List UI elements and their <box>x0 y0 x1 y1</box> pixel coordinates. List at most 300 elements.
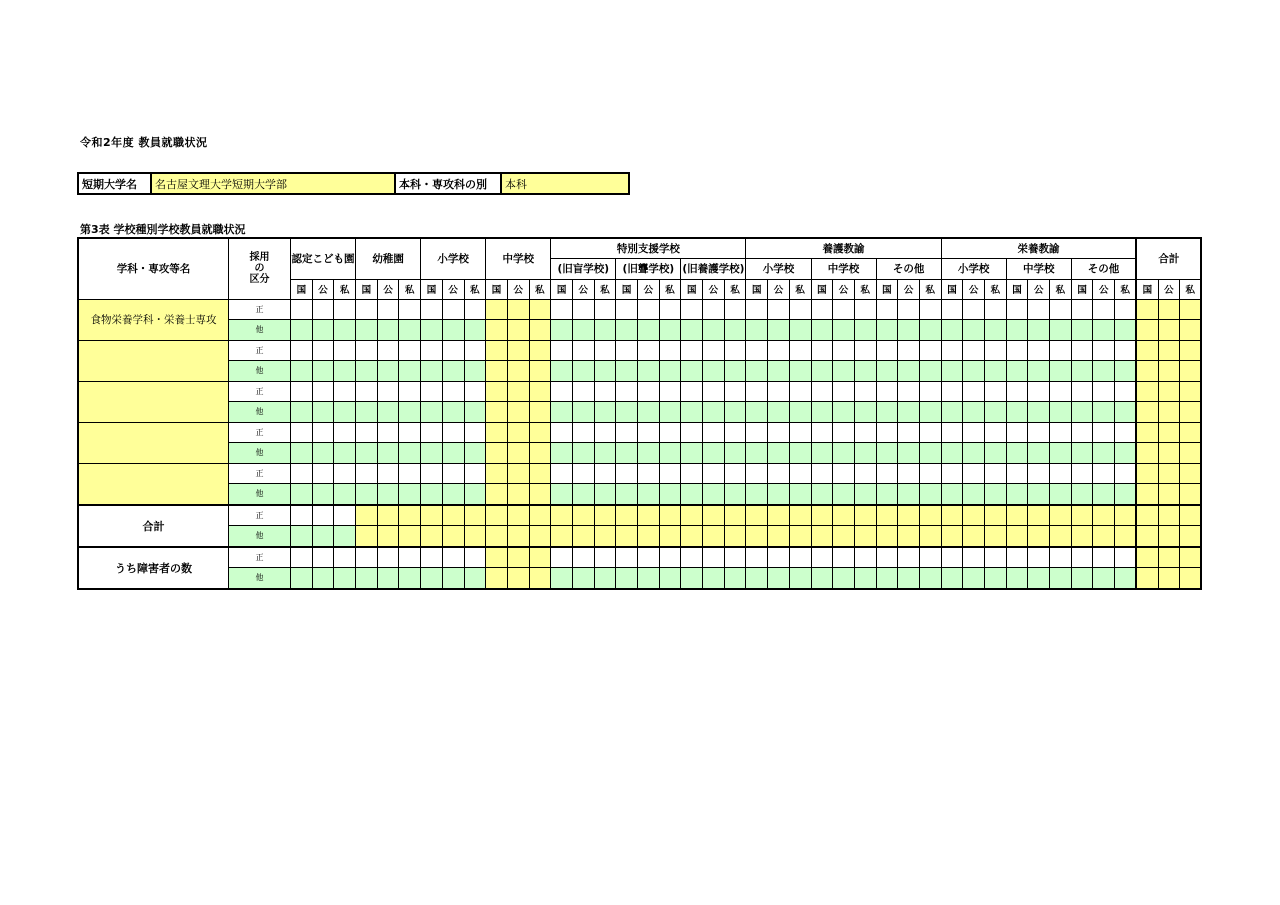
count-cell[interactable] <box>1093 340 1115 361</box>
count-cell[interactable] <box>1093 463 1115 484</box>
count-cell[interactable] <box>442 422 464 443</box>
count-cell[interactable] <box>681 484 703 505</box>
count-cell[interactable] <box>594 505 616 526</box>
count-cell[interactable] <box>638 547 660 568</box>
count-cell[interactable] <box>638 320 660 341</box>
count-cell[interactable] <box>399 547 421 568</box>
count-cell[interactable] <box>854 547 876 568</box>
dept-cell[interactable] <box>78 422 229 463</box>
count-cell[interactable] <box>681 568 703 589</box>
count-cell[interactable] <box>876 443 898 464</box>
count-cell[interactable] <box>1180 422 1202 443</box>
count-cell[interactable] <box>941 402 963 423</box>
count-cell[interactable] <box>854 422 876 443</box>
count-cell[interactable] <box>1071 526 1093 547</box>
count-cell[interactable] <box>1050 505 1072 526</box>
count-cell[interactable] <box>963 526 985 547</box>
count-cell[interactable] <box>1028 402 1050 423</box>
count-cell[interactable] <box>529 340 551 361</box>
count-cell[interactable] <box>442 526 464 547</box>
count-cell[interactable] <box>746 320 768 341</box>
count-cell[interactable] <box>876 340 898 361</box>
count-cell[interactable] <box>377 299 399 320</box>
count-cell[interactable] <box>1180 320 1202 341</box>
count-cell[interactable] <box>616 463 638 484</box>
count-cell[interactable] <box>985 422 1007 443</box>
count-cell[interactable] <box>1071 443 1093 464</box>
count-cell[interactable] <box>486 299 508 320</box>
count-cell[interactable] <box>551 526 573 547</box>
count-cell[interactable] <box>1006 402 1028 423</box>
count-cell[interactable] <box>334 422 356 443</box>
count-cell[interactable] <box>1071 320 1093 341</box>
count-cell[interactable] <box>486 361 508 382</box>
count-cell[interactable] <box>291 463 313 484</box>
count-cell[interactable] <box>876 547 898 568</box>
count-cell[interactable] <box>442 402 464 423</box>
count-cell[interactable] <box>356 526 378 547</box>
count-cell[interactable] <box>985 402 1007 423</box>
count-cell[interactable] <box>1071 547 1093 568</box>
count-cell[interactable] <box>746 526 768 547</box>
count-cell[interactable] <box>703 547 725 568</box>
count-cell[interactable] <box>291 340 313 361</box>
count-cell[interactable] <box>399 505 421 526</box>
course-value[interactable]: 本科 <box>501 173 629 194</box>
count-cell[interactable] <box>572 422 594 443</box>
count-cell[interactable] <box>854 484 876 505</box>
count-cell[interactable] <box>1006 547 1028 568</box>
count-cell[interactable] <box>399 422 421 443</box>
count-cell[interactable] <box>746 547 768 568</box>
dept-cell[interactable]: 食物栄養学科・栄養士専攻 <box>78 299 229 340</box>
count-cell[interactable] <box>377 402 399 423</box>
count-cell[interactable] <box>898 402 920 423</box>
count-cell[interactable] <box>1071 402 1093 423</box>
count-cell[interactable] <box>486 402 508 423</box>
count-cell[interactable] <box>1158 320 1180 341</box>
count-cell[interactable] <box>789 340 811 361</box>
count-cell[interactable] <box>941 547 963 568</box>
count-cell[interactable] <box>486 320 508 341</box>
count-cell[interactable] <box>1093 505 1115 526</box>
count-cell[interactable] <box>616 299 638 320</box>
count-cell[interactable] <box>1180 463 1202 484</box>
disabled-row-label[interactable]: うち障害者の数 <box>78 547 229 589</box>
count-cell[interactable] <box>638 299 660 320</box>
count-cell[interactable] <box>919 463 941 484</box>
count-cell[interactable] <box>768 381 790 402</box>
count-cell[interactable] <box>724 505 746 526</box>
count-cell[interactable] <box>811 299 833 320</box>
count-cell[interactable] <box>529 568 551 589</box>
count-cell[interactable] <box>1028 526 1050 547</box>
count-cell[interactable] <box>854 568 876 589</box>
count-cell[interactable] <box>442 381 464 402</box>
count-cell[interactable] <box>724 568 746 589</box>
count-cell[interactable] <box>1115 381 1137 402</box>
count-cell[interactable] <box>746 340 768 361</box>
count-cell[interactable] <box>1006 320 1028 341</box>
count-cell[interactable] <box>486 568 508 589</box>
count-cell[interactable] <box>594 340 616 361</box>
count-cell[interactable] <box>833 320 855 341</box>
count-cell[interactable] <box>703 340 725 361</box>
count-cell[interactable] <box>1028 340 1050 361</box>
count-cell[interactable] <box>399 443 421 464</box>
count-cell[interactable] <box>1006 443 1028 464</box>
count-cell[interactable] <box>616 340 638 361</box>
count-cell[interactable] <box>1158 422 1180 443</box>
count-cell[interactable] <box>963 402 985 423</box>
count-cell[interactable] <box>334 443 356 464</box>
count-cell[interactable] <box>529 381 551 402</box>
count-cell[interactable] <box>1136 505 1158 526</box>
count-cell[interactable] <box>529 422 551 443</box>
count-cell[interactable] <box>919 484 941 505</box>
count-cell[interactable] <box>963 381 985 402</box>
count-cell[interactable] <box>1071 484 1093 505</box>
count-cell[interactable] <box>681 547 703 568</box>
count-cell[interactable] <box>334 463 356 484</box>
count-cell[interactable] <box>1115 402 1137 423</box>
count-cell[interactable] <box>919 299 941 320</box>
count-cell[interactable] <box>941 381 963 402</box>
count-cell[interactable] <box>724 422 746 443</box>
count-cell[interactable] <box>616 422 638 443</box>
count-cell[interactable] <box>768 299 790 320</box>
count-cell[interactable] <box>638 443 660 464</box>
count-cell[interactable] <box>356 340 378 361</box>
count-cell[interactable] <box>1050 443 1072 464</box>
count-cell[interactable] <box>898 505 920 526</box>
count-cell[interactable] <box>963 320 985 341</box>
count-cell[interactable] <box>377 547 399 568</box>
count-cell[interactable] <box>768 505 790 526</box>
count-cell[interactable] <box>312 484 334 505</box>
count-cell[interactable] <box>1006 568 1028 589</box>
count-cell[interactable] <box>703 443 725 464</box>
count-cell[interactable] <box>464 422 486 443</box>
count-cell[interactable] <box>985 381 1007 402</box>
count-cell[interactable] <box>356 402 378 423</box>
count-cell[interactable] <box>594 463 616 484</box>
count-cell[interactable] <box>399 340 421 361</box>
count-cell[interactable] <box>811 547 833 568</box>
count-cell[interactable] <box>291 361 313 382</box>
total-row-label[interactable]: 合計 <box>78 505 229 547</box>
count-cell[interactable] <box>898 361 920 382</box>
count-cell[interactable] <box>507 381 529 402</box>
count-cell[interactable] <box>833 547 855 568</box>
dept-cell[interactable] <box>78 463 229 505</box>
count-cell[interactable] <box>659 526 681 547</box>
count-cell[interactable] <box>507 422 529 443</box>
univ-name-value[interactable]: 名古屋文理大学短期大学部 <box>151 173 395 194</box>
count-cell[interactable] <box>616 443 638 464</box>
count-cell[interactable] <box>681 463 703 484</box>
count-cell[interactable] <box>616 568 638 589</box>
count-cell[interactable] <box>681 381 703 402</box>
count-cell[interactable] <box>746 361 768 382</box>
count-cell[interactable] <box>377 443 399 464</box>
count-cell[interactable] <box>291 505 313 526</box>
count-cell[interactable] <box>594 484 616 505</box>
count-cell[interactable] <box>985 443 1007 464</box>
count-cell[interactable] <box>724 484 746 505</box>
count-cell[interactable] <box>1050 463 1072 484</box>
count-cell[interactable] <box>551 443 573 464</box>
count-cell[interactable] <box>399 484 421 505</box>
count-cell[interactable] <box>898 422 920 443</box>
count-cell[interactable] <box>941 526 963 547</box>
count-cell[interactable] <box>833 568 855 589</box>
count-cell[interactable] <box>811 340 833 361</box>
count-cell[interactable] <box>334 361 356 382</box>
count-cell[interactable] <box>1158 547 1180 568</box>
count-cell[interactable] <box>854 381 876 402</box>
count-cell[interactable] <box>486 484 508 505</box>
count-cell[interactable] <box>312 526 334 547</box>
count-cell[interactable] <box>1006 340 1028 361</box>
count-cell[interactable] <box>768 484 790 505</box>
count-cell[interactable] <box>1136 381 1158 402</box>
count-cell[interactable] <box>724 381 746 402</box>
count-cell[interactable] <box>572 402 594 423</box>
count-cell[interactable] <box>638 484 660 505</box>
count-cell[interactable] <box>507 463 529 484</box>
count-cell[interactable] <box>551 568 573 589</box>
count-cell[interactable] <box>746 443 768 464</box>
count-cell[interactable] <box>746 484 768 505</box>
count-cell[interactable] <box>529 547 551 568</box>
count-cell[interactable] <box>963 484 985 505</box>
count-cell[interactable] <box>1136 547 1158 568</box>
count-cell[interactable] <box>941 443 963 464</box>
count-cell[interactable] <box>789 381 811 402</box>
count-cell[interactable] <box>724 320 746 341</box>
count-cell[interactable] <box>963 340 985 361</box>
count-cell[interactable] <box>551 402 573 423</box>
count-cell[interactable] <box>1028 505 1050 526</box>
count-cell[interactable] <box>1071 340 1093 361</box>
count-cell[interactable] <box>811 568 833 589</box>
count-cell[interactable] <box>854 361 876 382</box>
count-cell[interactable] <box>919 402 941 423</box>
count-cell[interactable] <box>1071 361 1093 382</box>
count-cell[interactable] <box>1180 402 1202 423</box>
count-cell[interactable] <box>1050 526 1072 547</box>
count-cell[interactable] <box>507 568 529 589</box>
count-cell[interactable] <box>703 299 725 320</box>
count-cell[interactable] <box>1115 547 1137 568</box>
count-cell[interactable] <box>1180 361 1202 382</box>
count-cell[interactable] <box>312 463 334 484</box>
count-cell[interactable] <box>941 484 963 505</box>
count-cell[interactable] <box>854 299 876 320</box>
count-cell[interactable] <box>789 320 811 341</box>
count-cell[interactable] <box>356 463 378 484</box>
count-cell[interactable] <box>334 340 356 361</box>
count-cell[interactable] <box>1180 381 1202 402</box>
count-cell[interactable] <box>854 526 876 547</box>
count-cell[interactable] <box>421 547 443 568</box>
count-cell[interactable] <box>659 361 681 382</box>
count-cell[interactable] <box>377 340 399 361</box>
count-cell[interactable] <box>789 484 811 505</box>
count-cell[interactable] <box>985 299 1007 320</box>
count-cell[interactable] <box>1093 381 1115 402</box>
count-cell[interactable] <box>1158 484 1180 505</box>
count-cell[interactable] <box>1050 402 1072 423</box>
count-cell[interactable] <box>833 526 855 547</box>
count-cell[interactable] <box>356 484 378 505</box>
count-cell[interactable] <box>1158 340 1180 361</box>
count-cell[interactable] <box>898 568 920 589</box>
count-cell[interactable] <box>334 505 356 526</box>
count-cell[interactable] <box>334 320 356 341</box>
count-cell[interactable] <box>703 526 725 547</box>
count-cell[interactable] <box>551 299 573 320</box>
count-cell[interactable] <box>1093 361 1115 382</box>
count-cell[interactable] <box>1028 422 1050 443</box>
count-cell[interactable] <box>616 526 638 547</box>
count-cell[interactable] <box>876 463 898 484</box>
count-cell[interactable] <box>572 484 594 505</box>
count-cell[interactable] <box>464 505 486 526</box>
count-cell[interactable] <box>486 340 508 361</box>
count-cell[interactable] <box>811 422 833 443</box>
count-cell[interactable] <box>1158 568 1180 589</box>
count-cell[interactable] <box>291 547 313 568</box>
count-cell[interactable] <box>464 340 486 361</box>
count-cell[interactable] <box>551 320 573 341</box>
count-cell[interactable] <box>464 381 486 402</box>
count-cell[interactable] <box>659 505 681 526</box>
count-cell[interactable] <box>1115 484 1137 505</box>
count-cell[interactable] <box>833 422 855 443</box>
count-cell[interactable] <box>421 381 443 402</box>
count-cell[interactable] <box>421 443 443 464</box>
count-cell[interactable] <box>854 463 876 484</box>
count-cell[interactable] <box>768 526 790 547</box>
count-cell[interactable] <box>1093 320 1115 341</box>
count-cell[interactable] <box>724 402 746 423</box>
count-cell[interactable] <box>724 526 746 547</box>
count-cell[interactable] <box>291 299 313 320</box>
count-cell[interactable] <box>551 484 573 505</box>
count-cell[interactable] <box>811 361 833 382</box>
count-cell[interactable] <box>854 320 876 341</box>
count-cell[interactable] <box>941 505 963 526</box>
count-cell[interactable] <box>985 463 1007 484</box>
count-cell[interactable] <box>291 320 313 341</box>
count-cell[interactable] <box>1158 526 1180 547</box>
count-cell[interactable] <box>941 320 963 341</box>
count-cell[interactable] <box>898 526 920 547</box>
count-cell[interactable] <box>1136 320 1158 341</box>
count-cell[interactable] <box>616 484 638 505</box>
count-cell[interactable] <box>898 547 920 568</box>
count-cell[interactable] <box>507 526 529 547</box>
count-cell[interactable] <box>1115 505 1137 526</box>
count-cell[interactable] <box>746 422 768 443</box>
count-cell[interactable] <box>334 381 356 402</box>
count-cell[interactable] <box>1050 568 1072 589</box>
count-cell[interactable] <box>312 361 334 382</box>
count-cell[interactable] <box>703 484 725 505</box>
count-cell[interactable] <box>919 443 941 464</box>
count-cell[interactable] <box>703 568 725 589</box>
count-cell[interactable] <box>529 299 551 320</box>
count-cell[interactable] <box>1006 484 1028 505</box>
count-cell[interactable] <box>854 402 876 423</box>
count-cell[interactable] <box>356 361 378 382</box>
count-cell[interactable] <box>464 463 486 484</box>
count-cell[interactable] <box>833 340 855 361</box>
count-cell[interactable] <box>464 361 486 382</box>
count-cell[interactable] <box>464 526 486 547</box>
count-cell[interactable] <box>898 320 920 341</box>
count-cell[interactable] <box>312 547 334 568</box>
count-cell[interactable] <box>703 361 725 382</box>
count-cell[interactable] <box>442 484 464 505</box>
count-cell[interactable] <box>985 547 1007 568</box>
count-cell[interactable] <box>746 402 768 423</box>
count-cell[interactable] <box>919 568 941 589</box>
count-cell[interactable] <box>1006 463 1028 484</box>
count-cell[interactable] <box>507 402 529 423</box>
count-cell[interactable] <box>507 361 529 382</box>
count-cell[interactable] <box>551 463 573 484</box>
count-cell[interactable] <box>1050 484 1072 505</box>
count-cell[interactable] <box>1180 443 1202 464</box>
count-cell[interactable] <box>659 547 681 568</box>
count-cell[interactable] <box>1093 526 1115 547</box>
count-cell[interactable] <box>1136 422 1158 443</box>
count-cell[interactable] <box>703 320 725 341</box>
count-cell[interactable] <box>507 505 529 526</box>
count-cell[interactable] <box>377 568 399 589</box>
count-cell[interactable] <box>334 526 356 547</box>
count-cell[interactable] <box>1050 422 1072 443</box>
count-cell[interactable] <box>638 463 660 484</box>
count-cell[interactable] <box>789 361 811 382</box>
count-cell[interactable] <box>1028 443 1050 464</box>
count-cell[interactable] <box>291 422 313 443</box>
count-cell[interactable] <box>421 568 443 589</box>
count-cell[interactable] <box>1071 299 1093 320</box>
count-cell[interactable] <box>291 484 313 505</box>
count-cell[interactable] <box>312 402 334 423</box>
count-cell[interactable] <box>963 505 985 526</box>
count-cell[interactable] <box>312 299 334 320</box>
count-cell[interactable] <box>876 402 898 423</box>
count-cell[interactable] <box>789 463 811 484</box>
count-cell[interactable] <box>594 320 616 341</box>
count-cell[interactable] <box>833 402 855 423</box>
count-cell[interactable] <box>616 361 638 382</box>
count-cell[interactable] <box>572 505 594 526</box>
count-cell[interactable] <box>1006 381 1028 402</box>
count-cell[interactable] <box>442 340 464 361</box>
count-cell[interactable] <box>919 526 941 547</box>
count-cell[interactable] <box>421 402 443 423</box>
count-cell[interactable] <box>486 547 508 568</box>
count-cell[interactable] <box>1028 568 1050 589</box>
count-cell[interactable] <box>724 547 746 568</box>
count-cell[interactable] <box>421 299 443 320</box>
